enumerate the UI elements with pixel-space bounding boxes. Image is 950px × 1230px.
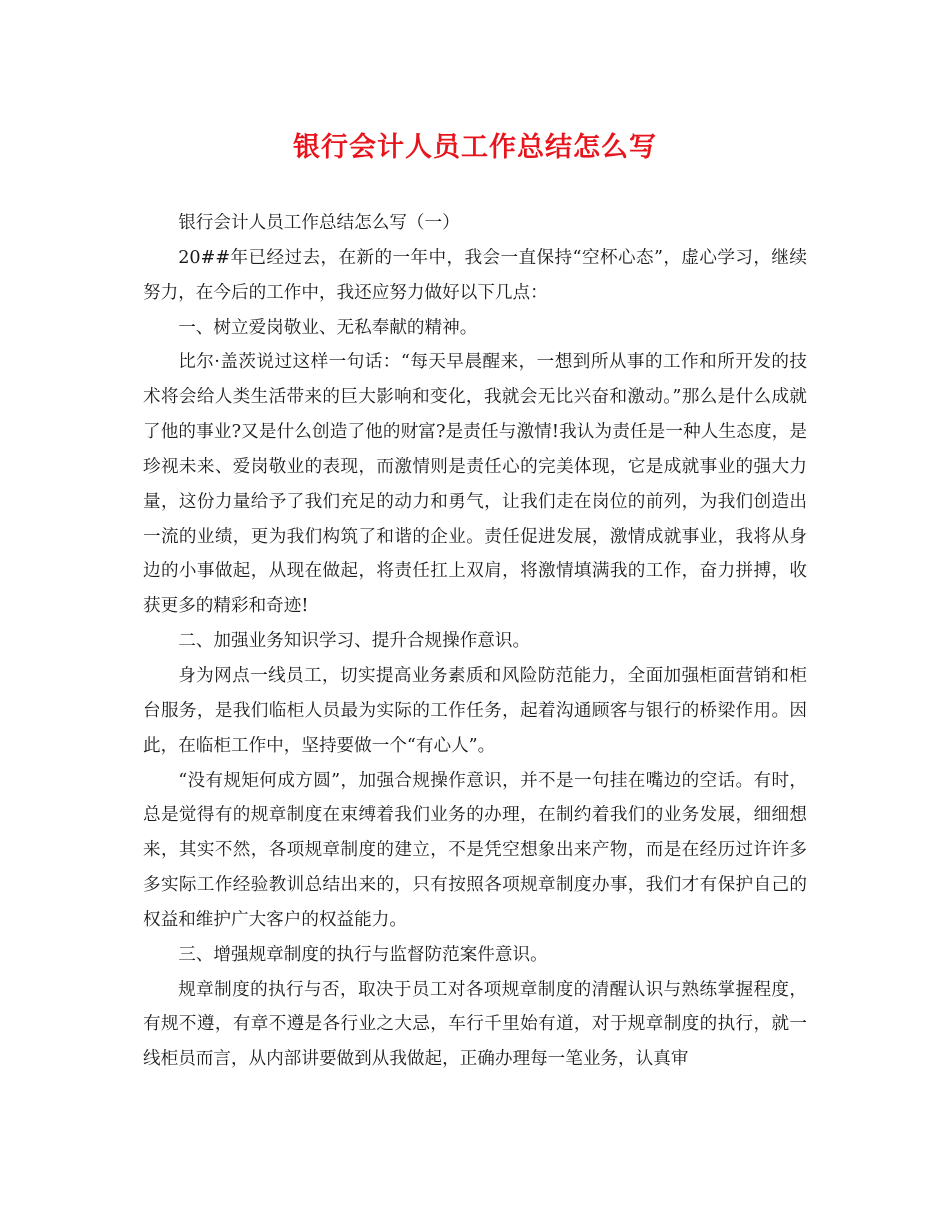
paragraph-subtitle: 银行会计人员工作总结怎么写（一）: [178, 213, 460, 233]
section-heading-2: 二、加强业务知识学习、提升合规操作意识。: [178, 631, 531, 652]
paragraph-section-2a: 身为网点一线员工，切实提高业务素质和风险防范能力，全面加强柜面营销和柜台服务，是我们临柜人员最为实际的工作任务，起着沟通顾客与银行的桥梁作用。因此，在临柜工作中，坚持要做一个“有心人”。: [143, 665, 807, 756]
section-heading-3: 三、增强规章制度的执行与监督防范案件意识。: [178, 944, 548, 965]
paragraph-section-2b: “没有规矩何成方圆”，加强合规操作意识，并不是一句挂在嘴边的空话。有时，总是觉得有的规章制度在束缚着我们业务的办理，在制约着我们的业务发展，细细想来，其实不然，各项规章制度的建立，不是凭空想象出来产物，而是在经历过许许多多实际工作经验教训总结出来的，只有按照各项规章制度办事，我们才有保护自己的权益和维护广大客户的权益能力。: [143, 770, 807, 930]
document-body: [143, 206, 807, 1077]
paragraph-intro: 20##年已经过去，在新的一年中，我会一直保持“空杯心态”，虚心学习，继续努力，在今后的工作中，我还应努力做好以下几点：: [143, 247, 807, 303]
document-title: 银行会计人员工作总结怎么写: [293, 132, 657, 163]
paragraph-section-3: 规章制度的执行与否，取决于员工对各项规章制度的清醒认识与熟练掌握程度，有规不遵，有章不遵是各行业之大忌，车行千里始有道，对于规章制度的执行，就一线柜员而言，从内部讲要做到从我做起，正确办理每一笔业务，认真审: [143, 979, 807, 1070]
section-heading-1: 一、树立爱岗敬业、无私奉献的精神。: [178, 317, 478, 338]
paragraph-section-1: 比尔·盖茨说过这样一句话：“每天早晨醒来，一想到所从事的工作和所开发的技术将会给人类生活带来的巨大影响和变化，我就会无比兴奋和激动。”那么是什么成就了他的事业?又是什么创造了他的财富?是责任与激情!我认为责任是一种人生态度，是珍视未来、爱岗敬业的表现，而激情则是责任心的完美体现，它是成就事业的强大力量，这份力量给予了我们充足的动力和勇气，让我们走在岗位的前列，为我们创造出一流的业绩，更为我们构筑了和谐的企业。责任促进发展，激情成就事业，我将从身边的小事做起，从现在做起，将责任扛上双肩，将激情填满我的工作，奋力拼搏，收获更多的精彩和奇迹!: [143, 352, 807, 617]
